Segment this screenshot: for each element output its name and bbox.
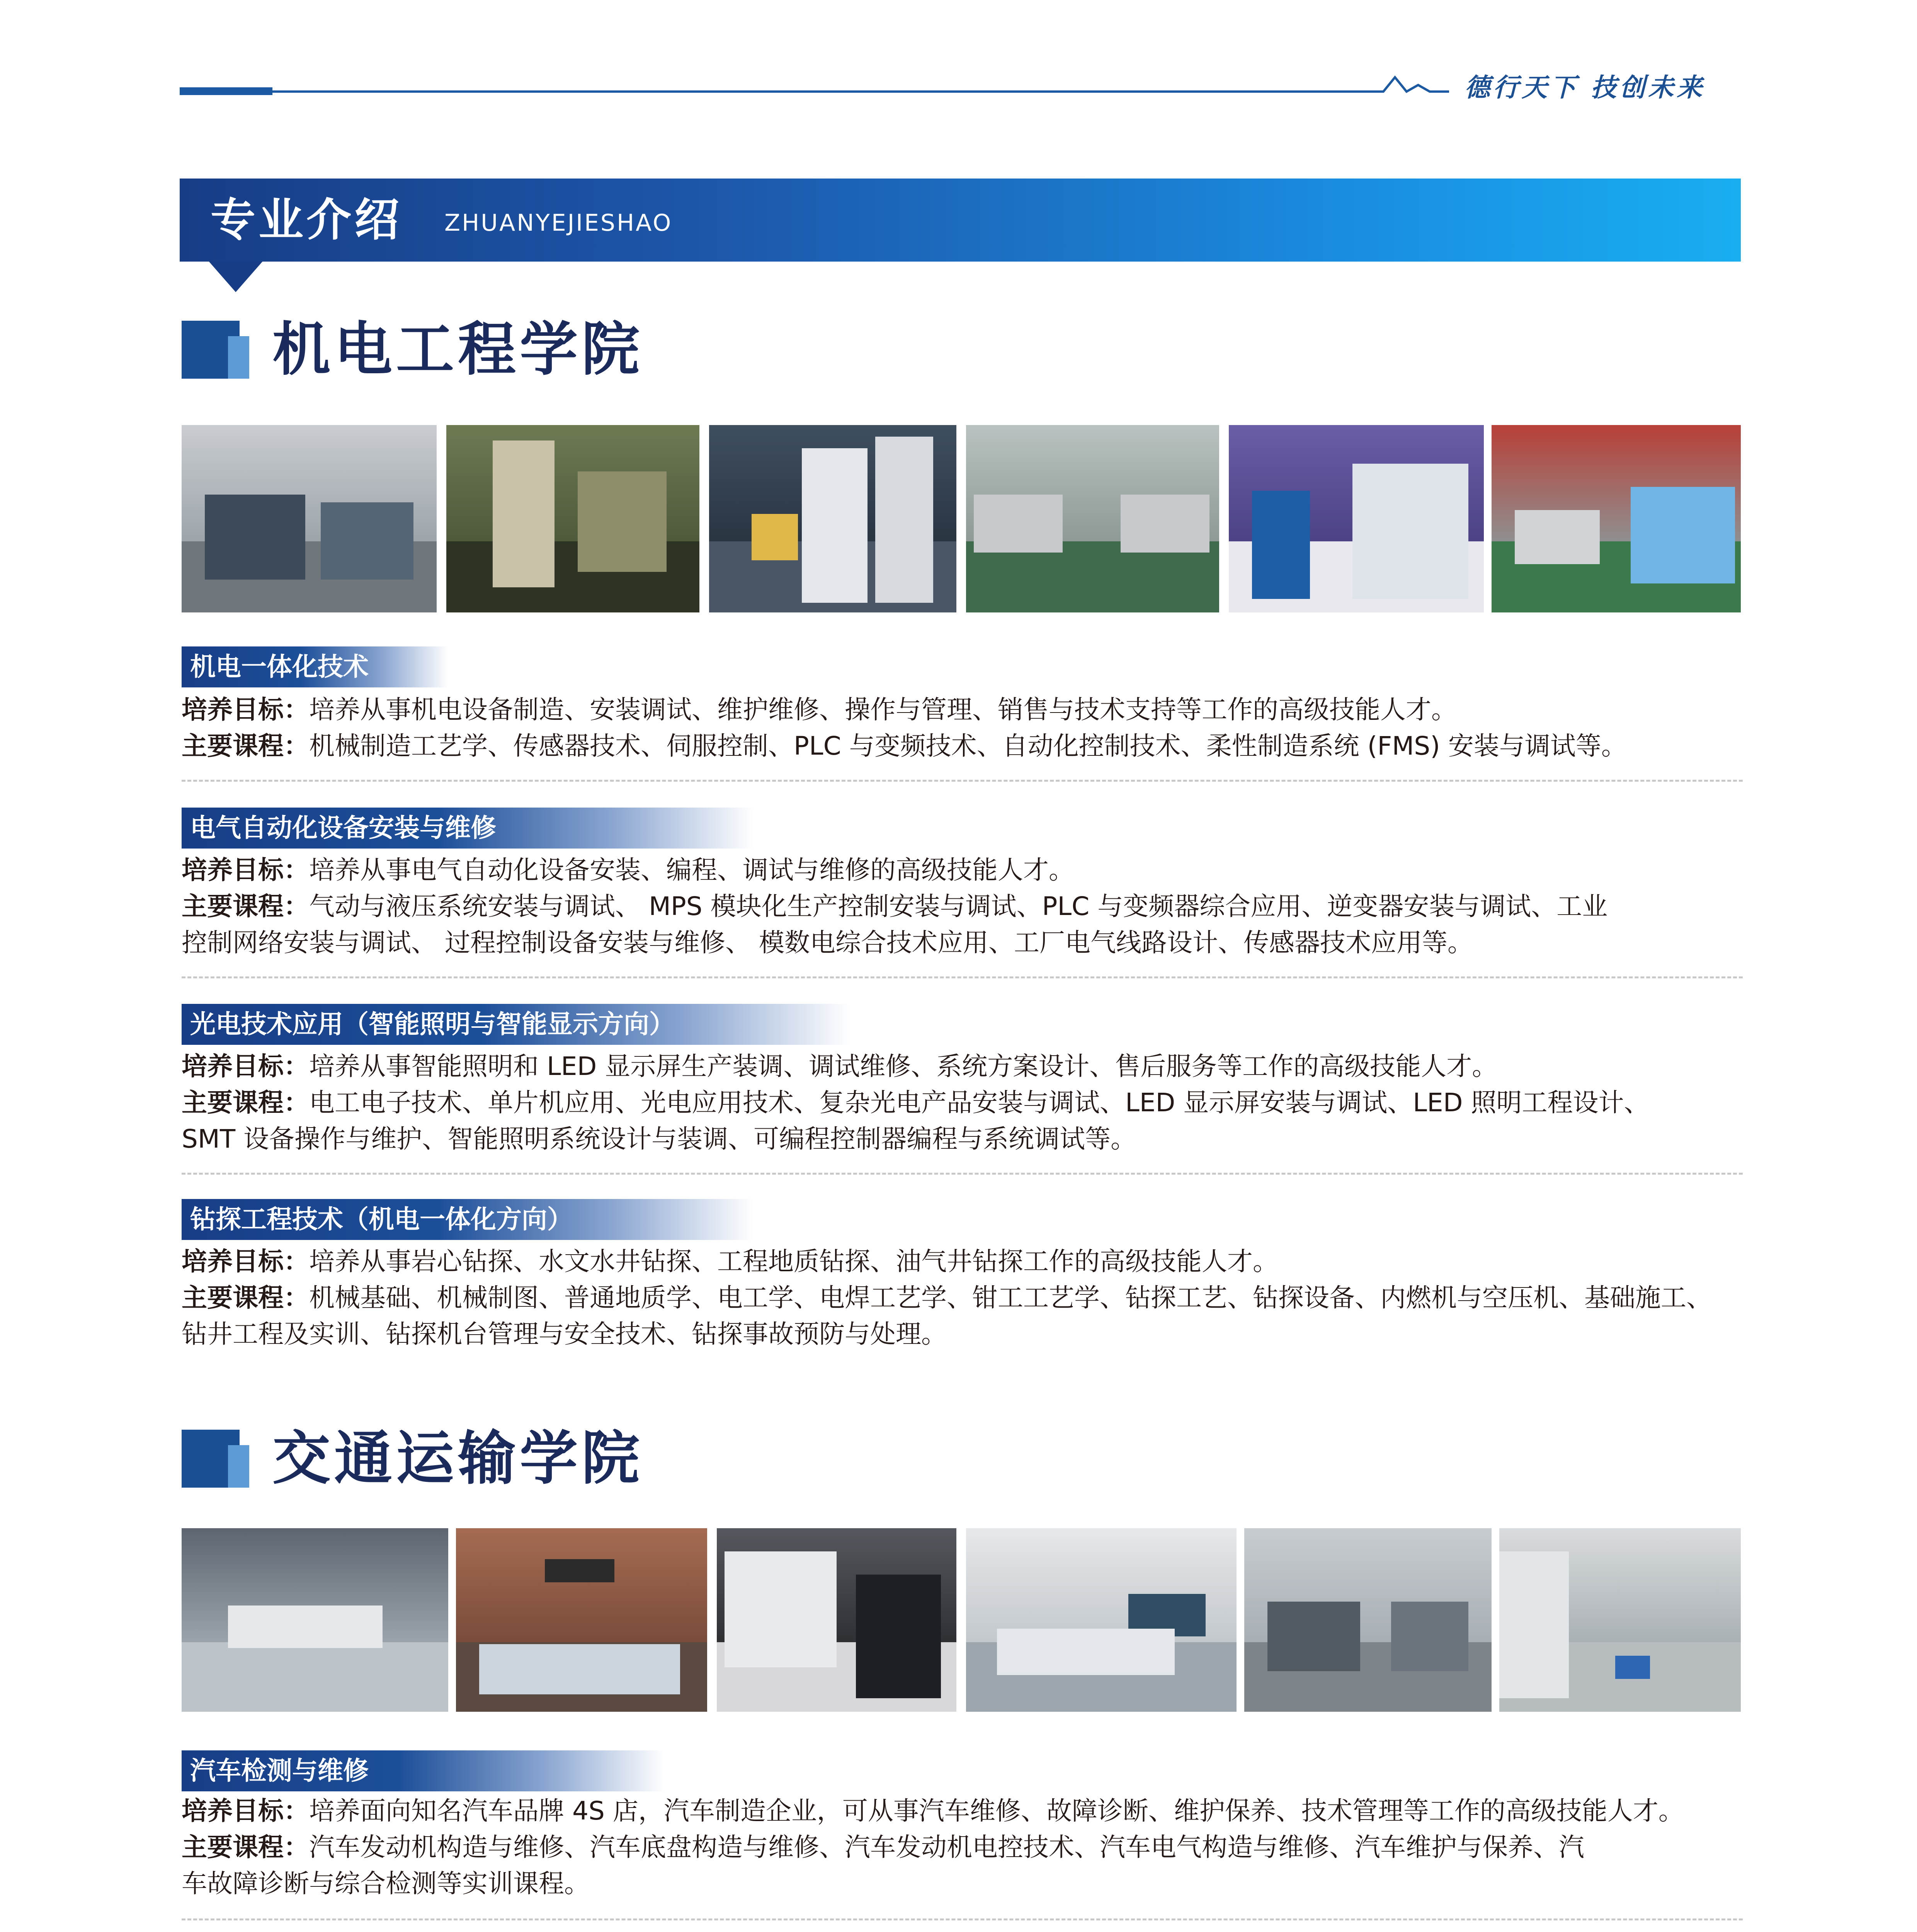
students-wiring-photo	[709, 425, 956, 612]
program-courses	[182, 888, 1743, 925]
courses-text: 机械制造工艺学、传感器技术、伺服控制、PLC 与变频技术、自动化控制技术、柔性制造系统 (FMS) 安装与调试等。	[309, 731, 1627, 761]
program-courses	[182, 1829, 1743, 1866]
college-marker-icon	[182, 1430, 249, 1488]
courses-label: 主要课程：	[182, 891, 309, 921]
goal-text: 培养从事岩心钻探、水文水井钻探、工程地质钻探、油气井钻探工作的高级技能人才。	[309, 1247, 1278, 1276]
school-motto: 德行天下 技创未来	[1465, 72, 1705, 102]
goal-text: 培养从事电气自动化设备安装、编程、调试与维修的高级技能人才。	[309, 855, 1074, 885]
college-marker-icon	[182, 321, 249, 379]
program-title: 钻探工程技术（机电一体化方向）	[182, 1199, 754, 1240]
program-goal	[182, 852, 1743, 888]
college-title: 机电工程学院	[272, 316, 644, 383]
program-title: 电气自动化设备安装与维修	[182, 808, 754, 849]
goal-text: 培养从事机电设备制造、安装调试、维护维修、操作与管理、销售与技术支持等工作的高级技能人才。	[309, 695, 1457, 724]
banner-title: 专业介绍	[211, 194, 402, 246]
courses-text: 气动与液压系统安装与调试、 MPS 模块化生产控制安装与调试、PLC 与变频器综合应用、逆变器安装与调试、工业	[309, 891, 1608, 921]
drone-team-photo	[456, 1528, 707, 1712]
goal-label: 培养目标：	[182, 1247, 309, 1276]
training-lab-photo	[182, 425, 437, 612]
goal-text: 培养从事智能照明和 LED 显示屏生产装调、调试维修、系统方案设计、售后服务等工作的高级技能人才。	[309, 1051, 1498, 1081]
program-courses	[182, 1085, 1743, 1121]
courses-label: 主要课程：	[182, 731, 309, 761]
college-title: 交通运输学院	[272, 1425, 644, 1492]
courses-label: 主要课程：	[182, 1088, 309, 1117]
program-goal	[182, 1793, 1743, 1829]
header-rule-end	[1437, 90, 1449, 93]
section-divider	[182, 1918, 1743, 1920]
banner-notch	[209, 261, 263, 292]
courses-label: 主要课程：	[182, 1283, 309, 1313]
goal-label: 培养目标：	[182, 1051, 309, 1081]
section-divider	[182, 976, 1743, 978]
courses-continuation: 车故障诊断与综合检测等实训课程。	[182, 1869, 590, 1898]
program-title: 光电技术应用（智能照明与智能显示方向）	[182, 1004, 850, 1045]
courses-label: 主要课程：	[182, 1832, 309, 1862]
courses-continuation: 钻井工程及实训、钻探机台管理与安全技术、钻探事故预防与处理。	[182, 1319, 947, 1349]
program-goal	[182, 692, 1743, 728]
goal-label: 培养目标：	[182, 1796, 309, 1826]
program-title: 机电一体化技术	[182, 646, 448, 687]
section-divider	[182, 1173, 1743, 1175]
courses-text: 电工电子技术、单片机应用、光电应用技术、复杂光电产品安装与调试、LED 显示屏安装与调试、LED 照明工程设计、	[309, 1088, 1650, 1117]
program-goal	[182, 1048, 1743, 1085]
hall-screen-photo	[1492, 425, 1741, 612]
workshop-photo	[966, 425, 1219, 612]
program-title: 汽车检测与维修	[182, 1750, 665, 1791]
courses-text: 机械基础、机械制图、普通地质学、电工学、电焊工艺学、钳工工艺学、钻探工艺、钻探设备、内燃机与空压机、基础施工、	[309, 1283, 1712, 1313]
courses-continuation: SMT 设备操作与维护、智能照明系统设计与装调、可编程控制器编程与系统调试等。	[182, 1124, 1136, 1154]
corridor-photo	[1499, 1528, 1741, 1712]
courses-text: 汽车发动机构造与维修、汽车底盘构造与维修、汽车发动机电控技术、汽车电气构造与维修、汽车维护与保养、汽	[309, 1832, 1584, 1862]
program-goal	[182, 1243, 1743, 1280]
aircraft-hall-photo	[182, 1528, 448, 1712]
auto-workshop-photo	[1244, 1528, 1492, 1712]
header-rule-accent	[180, 87, 272, 95]
pulse-wave-icon	[1368, 70, 1445, 100]
car-engine-photo	[717, 1528, 956, 1712]
goal-text: 培养面向知名汽车品牌 4S 店，汽车制造企业，可从事汽车维修、故障诊断、维护保养、技术管理等工作的高级技能人才。	[309, 1796, 1684, 1826]
banner-subtitle: ZHUANYEJIESHAO	[444, 209, 673, 236]
program-courses	[182, 1280, 1743, 1316]
competition-photo	[1229, 425, 1484, 612]
section-divider	[182, 780, 1743, 782]
goal-label: 培养目标：	[182, 695, 309, 724]
header-rule	[272, 90, 1374, 93]
courses-continuation: 控制网络安装与调试、 过程控制设备安装与维修、 模数电综合技术应用、工厂电气线路设计、传感器技术应用等。	[182, 928, 1473, 957]
section-banner	[180, 179, 1741, 262]
machine-photo	[446, 425, 699, 612]
goal-label: 培养目标：	[182, 855, 309, 885]
program-courses	[182, 728, 1743, 764]
classroom-photo	[966, 1528, 1237, 1712]
